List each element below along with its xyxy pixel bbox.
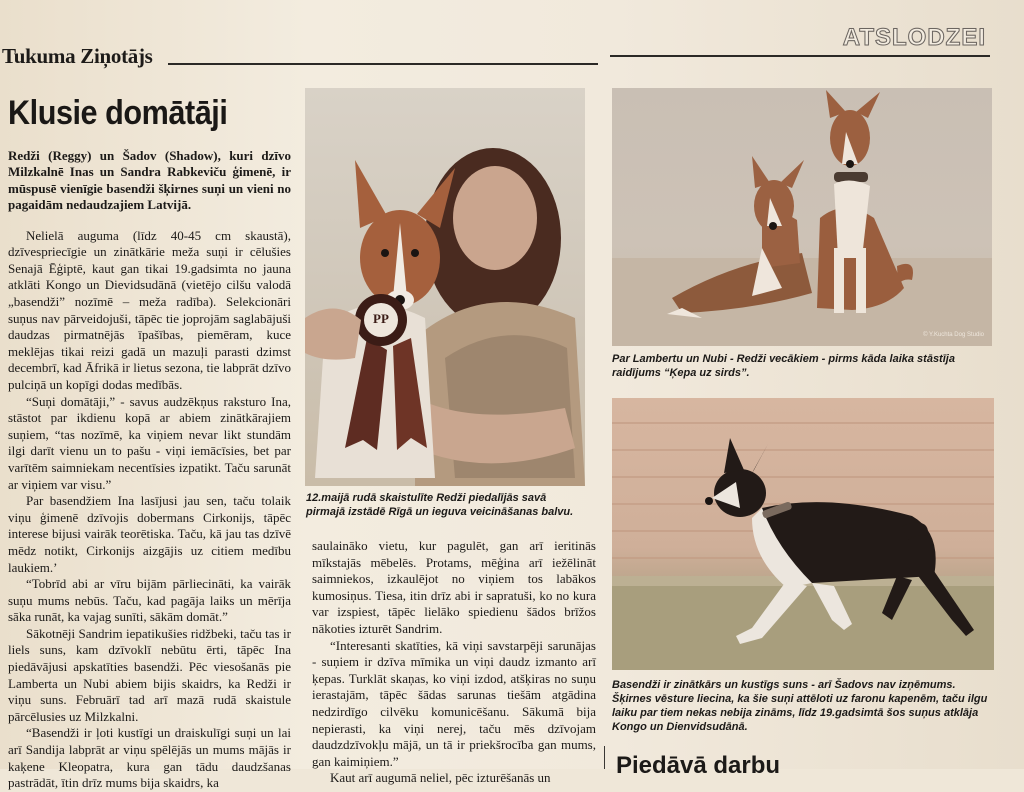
photo3-caption: Basendži ir zinātkārs un kustīgs suns - arī Šadovs nav izņēmums. Šķirnes vēsture liecina, ka šie suņi attēloti uz faronu kapenēm, taču ilgu laiku par tiem nekas nebija zināms, līdz 19.gadsimtā šos suņus atklāja Kongo un Dienvidsudānā. — [612, 679, 988, 733]
article-headline: Klusie domātāji — [8, 94, 228, 132]
article-column-2 — [312, 538, 596, 787]
photo-two-basenjis-illustration — [612, 88, 992, 346]
header-left — [0, 44, 600, 70]
paragraph: “Suņi domātāji,” - savus audzēkņus raksturo Ina, stāstot par ikdienu kopā ar abiem zinātkārajiem suņiem, “tas nozīmē, ka viņiem nevar likt stundām ilgi darīt vienu un to pašu - viņi iemācīsies, bet par varītēm saimniekam necentīsies izpatikt. Taču sarunāt ar viņiem var visu.” — [8, 393, 291, 492]
paragraph: Kaut arī augumā neliel, pēc izturēšanās un — [330, 770, 551, 786]
header-right — [610, 20, 990, 60]
photo1-caption: 12.maijā rudā skaistulīte Redži piedalījās savā pirmajā izstādē Rīgā un ieguva veicināšanas balvu. — [306, 492, 574, 518]
paragraph: saulaināko vietu, kur pagulēt, gan arī ieritinās mīkstajās mēbelēs. Protams, mēģina arī iežēlināt saimniekos, izkaulējot no viņiem tos labākos kumosiņus. Tiesa, itin drīz abi ir sapratuši, ko no kura var izspiest, tāpēc lielāko spiedienu šādos brīžos nākoties izturēt Sandrim. — [312, 538, 596, 636]
photo-woman-with-puppy — [305, 88, 585, 486]
photo-running-basenji-illustration — [612, 398, 994, 670]
paragraph: Sākotnēji Sandrim iepatikušies ridžbeki, taču tas ir liels suns, kam dzīvoklī nebūtu ērti, tāpēc Ina piedāvājusi apskatīties basendži. Pēc viesošanās pie Lamberta un Nubi abiem bijis skaidrs, ka Redži ir viņu suns. Februārī tad arī mazā rudā skaistule pārcēlusies uz Milzkalni. — [8, 625, 291, 724]
paragraph: “Basendži ir ļoti kustīgi un draiskulīgi suņi un lai arī Sandija labprāt ar viņu spēlējās un mums mājās ir kaķene Kleopatra, kura gan tādu daudzšanas pastrādāt, ītin drīz mums bija skaidrs, ka — [8, 725, 291, 791]
photo-two-basenjis — [612, 88, 992, 346]
header-rule-right — [610, 55, 990, 57]
header-rule-left — [168, 63, 598, 65]
paragraph: “Tobrīd abi ar vīru bijām pārliecināti, ka vairāk suņu mums nebūs. Taču, kad pagāja laiks un mērīja sāka runāt, ka vajag sunīti, sākām domāt.” — [8, 576, 291, 625]
paragraph: Nelielā auguma (līdz 40-45 cm skaustā), dzīvespriecīgie un zinātkārie meža suņi ir cēlušies Senajā Ēģiptē, kaut gan tikai 19.gadsimta no jauna atklāti Kongo un Dievidsudānā (vietējo cilšu valodā „basendži” nozīmē – meža radība). Selekcionāri suņus nav pārveidojuši, tāpēc tie joprojām saglabājuši daudzas pirmatnējās īpašības, piemēram, kuce meklējas tikai reizi gadā un mazuļi parasti dzimst decembrī, kad Āfrikā ir lietus sezona, tie labprāt dzīvo pulciņā un kopīgi dodas medībās. — [8, 227, 292, 392]
photo-watermark: © Y.Kuchta Dog Studio — [923, 332, 984, 338]
section-label: ATSLODZEI — [842, 24, 986, 51]
paragraph: Par basendžiem Ina lasījusi jau sen, taču tolaik viņu ģimenē dzīvojis dobermans Cirkonijs, tāpēc interese bijusi vairāk teorētiska. Taču, kā jau tas dzīvē mēdz notikt, Cirkonijs aizgājis uz citiem medību laukiem.’ — [8, 493, 291, 575]
rosette-label: PP — [373, 311, 389, 326]
paragraph: “Interesanti skatīties, kā viņi savstarpēji sarunājas - suņiem ir dzīva mīmika un viņi daudz izmanto arī ķepas. Turklāt skaņas, ko viņi izdod, atšķiras no suņu ierastajām, tāpēc šādas sarunas tiešām atgādina nedzirdīgo cilvēku komunicēšanu. Sākumā bija nepierasti, ka viņi nerej, taču mēs dzīvojam daudzdzīvokļu mājā, un tā ir priekšrocība gan mums, gan kaimiņiem.” — [312, 637, 596, 769]
column-divider — [604, 746, 605, 769]
photo-woman-with-puppy-illustration — [305, 88, 585, 486]
masthead: Tukuma Ziņotājs — [2, 44, 153, 68]
article-lead: Redži (Reggy) un Šadov (Shadow), kuri dzīvo Milzkalnē Inas un Sandra Rabkeviču ģimenē, ir mūspusē vienīgie basendži šķirnes suņi un vieni no pagaidām nedaudzajiem Latvijā. — [8, 148, 291, 213]
article-column-1 — [8, 148, 291, 792]
photo2-caption: Par Lambertu un Nubi - Redži vecākiem - pirms kāda laika stāstīja raidījums “Ķepa uz sirds”. — [612, 353, 955, 379]
photo-running-basenji — [612, 398, 994, 670]
next-article-headline: Piedāvā darbu — [616, 752, 781, 779]
